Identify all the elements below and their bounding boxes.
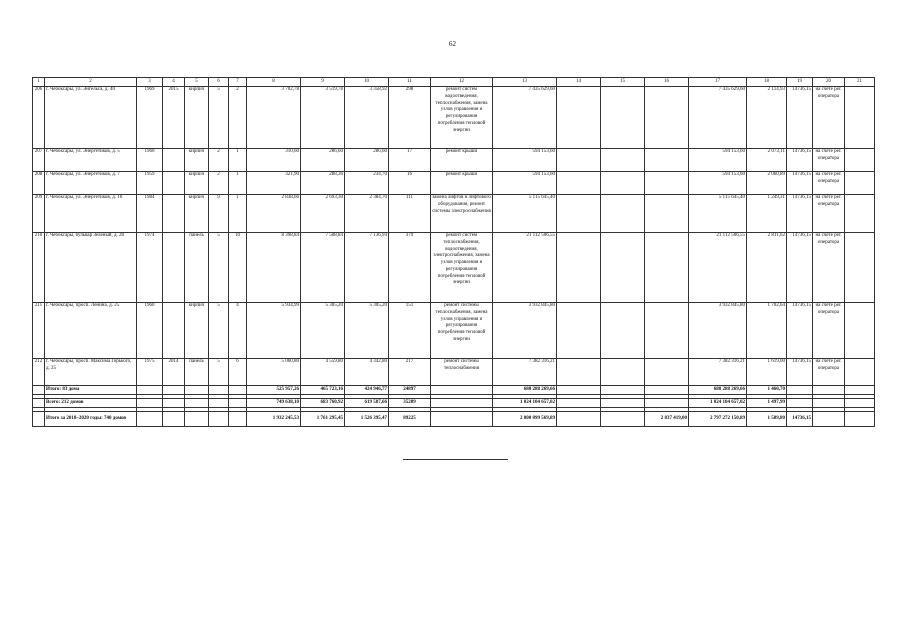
cell-c16	[645, 303, 689, 359]
empty-cell	[645, 399, 689, 408]
summary-unit-cost: 1 460,70	[747, 386, 787, 395]
column-number: 14	[557, 78, 601, 87]
cell-entrances: 1	[229, 172, 247, 195]
cell-limit: 14736,15	[787, 359, 813, 386]
cell-floors: 2	[209, 149, 229, 172]
cell-work: ремонт систем теплоснабжения, водоотведения, электроснабжения, замена узлов управления и регулирования потребления тепловой энергии	[431, 233, 493, 303]
empty-cell	[845, 412, 875, 427]
empty-cell	[601, 399, 645, 408]
column-number: 18	[747, 78, 787, 87]
cell-entrances: 1	[229, 149, 247, 172]
cell-method: на счете рег. оператора	[813, 233, 845, 303]
empty-cell	[787, 386, 813, 395]
column-number: 20	[813, 78, 845, 87]
table-row	[33, 359, 875, 386]
cell-area-total: 321,90	[247, 172, 301, 195]
cell-c21	[845, 233, 875, 303]
cell-limit: 14736,15	[787, 172, 813, 195]
cell-n: 212	[33, 359, 45, 386]
empty-cell	[431, 399, 493, 408]
cell-floors: 5	[209, 87, 229, 149]
cell-c15	[601, 149, 645, 172]
cell-n: 208	[33, 172, 45, 195]
cell-cost-total: 7 382 316,21	[493, 359, 557, 386]
cell-year-repair	[163, 195, 185, 233]
cell-area-residential: 4 559,80	[301, 359, 345, 386]
cell-cost-other: 3 932 845,80	[689, 303, 747, 359]
cell-floors: 2	[209, 172, 229, 195]
empty-cell	[33, 386, 45, 395]
cell-address: г. Чебоксары, ул. Энергетиков, д. 7	[45, 172, 137, 195]
summary-unit-cost: 1 589,80	[747, 412, 787, 427]
empty-cell	[33, 399, 45, 408]
summary-unit-cost: 1 497,99	[747, 399, 787, 408]
empty-cell	[813, 399, 845, 408]
cell-unit-cost: 2 114,93	[747, 87, 787, 149]
cell-address: г. Чебоксары, бульвар Зеленый, д. 28	[45, 233, 137, 303]
cell-material: кирпич	[185, 303, 209, 359]
cell-limit: 14736,15	[787, 87, 813, 149]
summary-cost-other: 1 024 104 657,02	[689, 399, 747, 408]
empty-cell	[185, 412, 209, 427]
empty-cell	[229, 386, 247, 395]
cell-limit: 14736,15	[787, 195, 813, 233]
cell-area-total: 3 702,78	[247, 87, 301, 149]
cell-c14	[557, 87, 601, 149]
cell-n: 209	[33, 195, 45, 233]
cell-year-built: 1974	[137, 233, 163, 303]
cell-c14	[557, 359, 601, 386]
cell-cost-total: 21 112 506,55	[493, 233, 557, 303]
empty-cell	[813, 386, 845, 395]
capital-repair-table	[32, 77, 875, 427]
column-number: 21	[845, 78, 875, 87]
summary-cost-other: 680 288 269,66	[689, 386, 747, 395]
empty-cell	[557, 399, 601, 408]
cell-c16	[645, 195, 689, 233]
empty-cell	[431, 412, 493, 427]
cell-address: г. Чебоксары, просп. Максима Горького, д. 25	[45, 359, 137, 386]
table-row	[33, 172, 875, 195]
empty-cell	[209, 386, 229, 395]
summary-residents: 35289	[389, 399, 431, 408]
cell-area-residential: 2 693,30	[301, 195, 345, 233]
cell-c14	[557, 233, 601, 303]
cell-method: на счете рег. оператора	[813, 359, 845, 386]
cell-c16	[645, 233, 689, 303]
cell-year-built: 1984	[137, 195, 163, 233]
cell-cost-other: 7 382 316,21	[689, 359, 747, 386]
empty-cell	[787, 399, 813, 408]
empty-cell	[163, 399, 185, 408]
cell-c21	[845, 149, 875, 172]
cell-area-total: 2 838,66	[247, 195, 301, 233]
cell-cost-total: 7 435 629,60	[493, 87, 557, 149]
cell-address: г. Чебоксары, ул. Энергетиков, д. 16	[45, 195, 137, 233]
summary-area-residential: 465 723,16	[301, 386, 345, 395]
table-row	[33, 149, 875, 172]
cell-limit: 14736,15	[787, 303, 813, 359]
summary-residents: 24897	[389, 386, 431, 395]
empty-cell	[645, 386, 689, 395]
cell-c14	[557, 303, 601, 359]
empty-cell	[813, 412, 845, 427]
summary-area-residential: 683 760,92	[301, 399, 345, 408]
column-number: 4	[163, 78, 185, 87]
page-number: 62	[449, 40, 456, 48]
cell-address: г. Чебоксары, ул. Энергетиков, д. 5	[45, 149, 137, 172]
column-number: 19	[787, 78, 813, 87]
cell-residents: 17	[389, 149, 431, 172]
cell-cost-other: 7 435 629,60	[689, 87, 747, 149]
cell-work: ремонт системы теплоснабжения	[431, 359, 493, 386]
summary-cost-total: 1 024 104 657,02	[493, 399, 557, 408]
summary-area-total: 525 957,26	[247, 386, 301, 395]
summary-area-living: 1 526 395,47	[345, 412, 389, 427]
cell-material: кирпич	[185, 172, 209, 195]
cell-cost-total: 3 932 845,80	[493, 303, 557, 359]
summary-cost-other: 2 797 272 150,89	[689, 412, 747, 427]
cell-limit: 14736,15	[787, 233, 813, 303]
cell-cost-other: 5 115 645,40	[689, 195, 747, 233]
column-number-row	[33, 78, 875, 87]
cell-residents: 16	[389, 172, 431, 195]
cell-entrances: 2	[229, 87, 247, 149]
summary-area-living: 424 946,77	[345, 386, 389, 395]
cell-unit-cost: 1 619,00	[747, 359, 787, 386]
cell-area-living: 234,70	[345, 172, 389, 195]
cell-entrances: 6	[229, 359, 247, 386]
cell-year-built: 1959	[137, 172, 163, 195]
column-number: 8	[247, 78, 301, 87]
cell-area-total: 5 060,80	[247, 359, 301, 386]
summary-area-total: 749 638,10	[247, 399, 301, 408]
cell-floors: 5	[209, 359, 229, 386]
empty-cell	[209, 412, 229, 427]
column-number: 3	[137, 78, 163, 87]
cell-year-built: 1975	[137, 359, 163, 386]
cell-area-residential: 286,60	[301, 149, 345, 172]
cell-year-repair	[163, 303, 185, 359]
cell-limit: 14736,15	[787, 149, 813, 172]
cell-work: ремонт системы теплоснабжения, замена узлов управления и регулирования потребления тепловой энергии	[431, 303, 493, 359]
cell-c15	[601, 172, 645, 195]
empty-cell	[185, 399, 209, 408]
cell-unit-cost: 1 249,31	[747, 195, 787, 233]
empty-cell	[601, 386, 645, 395]
cell-n: 206	[33, 87, 45, 149]
cell-cost-other: 21 112 506,55	[689, 233, 747, 303]
cell-c15	[601, 195, 645, 233]
cell-year-repair	[163, 233, 185, 303]
cell-year-repair: 2015	[163, 87, 185, 149]
empty-cell	[163, 412, 185, 427]
cell-cost-total: 5 115 645,40	[493, 195, 557, 233]
cell-residents: 151	[389, 303, 431, 359]
cell-residents: 379	[389, 233, 431, 303]
cell-c14	[557, 149, 601, 172]
cell-floors: 5	[209, 233, 229, 303]
empty-cell	[137, 412, 163, 427]
summary-area-residential: 1 761 295,45	[301, 412, 345, 427]
column-number: 11	[389, 78, 431, 87]
cell-c14	[557, 172, 601, 195]
grand-total-row	[33, 412, 875, 427]
summary-area-total: 1 932 245,53	[247, 412, 301, 427]
cell-residents: 298	[389, 87, 431, 149]
empty-cell	[229, 399, 247, 408]
column-number: 16	[645, 78, 689, 87]
cell-floors: 9	[209, 195, 229, 233]
empty-cell	[229, 412, 247, 427]
end-of-table-rule	[403, 459, 508, 460]
cell-area-residential: 288,36	[301, 172, 345, 195]
cell-area-residential: 5 305,20	[301, 303, 345, 359]
column-number: 10	[345, 78, 389, 87]
cell-method: на счете рег. оператора	[813, 172, 845, 195]
cell-year-repair: 2014	[163, 359, 185, 386]
cell-area-total: 5 934,99	[247, 303, 301, 359]
empty-cell	[557, 386, 601, 395]
table-row	[33, 233, 875, 303]
cell-year-built: 1960	[137, 303, 163, 359]
empty-cell	[137, 399, 163, 408]
cell-c15	[601, 359, 645, 386]
empty-cell	[163, 386, 185, 395]
cell-cost-other: 594 153,60	[689, 149, 747, 172]
cell-c16	[645, 172, 689, 195]
cell-year-built: 1960	[137, 149, 163, 172]
empty-cell	[601, 412, 645, 427]
column-number: 5	[185, 78, 209, 87]
cell-method: на счете рег. оператора	[813, 149, 845, 172]
cell-year-repair	[163, 149, 185, 172]
cell-unit-cost: 2 073,11	[747, 149, 787, 172]
column-number: 15	[601, 78, 645, 87]
cell-area-total: 310,60	[247, 149, 301, 172]
cell-work: ремонт крыши	[431, 172, 493, 195]
cell-c16	[645, 87, 689, 149]
cell-area-residential: 3 519,78	[301, 87, 345, 149]
cell-material: панель	[185, 359, 209, 386]
cell-area-living: 4 342,80	[345, 359, 389, 386]
cell-work: замена лифтов и лифтового оборудования, ремонт системы электроснабжения	[431, 195, 493, 233]
cell-cost-total: 594 153,60	[493, 172, 557, 195]
column-number: 2	[45, 78, 137, 87]
cell-method: на счете рег. оператора	[813, 87, 845, 149]
column-number: 17	[689, 78, 747, 87]
empty-cell	[431, 386, 493, 395]
cell-entrances: 10	[229, 233, 247, 303]
cell-cost-other: 594 153,60	[689, 172, 747, 195]
cell-address: г. Чебоксары, просп. Ленина, д. 25	[45, 303, 137, 359]
cell-method: на счете рег. оператора	[813, 195, 845, 233]
table-row	[33, 195, 875, 233]
cell-c15	[601, 303, 645, 359]
cell-year-built: 1969	[137, 87, 163, 149]
empty-cell	[557, 412, 601, 427]
cell-entrances: 4	[229, 303, 247, 359]
summary-c16: 2 837 419,00	[645, 412, 689, 427]
summary-residents: 89225	[389, 412, 431, 427]
empty-cell	[845, 399, 875, 408]
cell-area-living: 286,60	[345, 149, 389, 172]
cell-c15	[601, 87, 645, 149]
cell-c16	[645, 359, 689, 386]
cell-residents: 111	[389, 195, 431, 233]
cell-n: 207	[33, 149, 45, 172]
cell-c21	[845, 303, 875, 359]
cell-year-repair	[163, 172, 185, 195]
column-number: 13	[493, 78, 557, 87]
cell-material: кирпич	[185, 149, 209, 172]
cell-unit-cost: 1 702,64	[747, 303, 787, 359]
summary-limit: 14736,15	[787, 412, 813, 427]
cell-c21	[845, 195, 875, 233]
cell-unit-cost: 2 060,89	[747, 172, 787, 195]
cell-c21	[845, 87, 875, 149]
empty-cell	[137, 386, 163, 395]
cell-material: панель	[185, 233, 209, 303]
cell-c16	[645, 149, 689, 172]
cell-cost-total: 594 153,60	[493, 149, 557, 172]
summary-label: Итого за 2018–2020 годы: 740 домов	[45, 412, 137, 427]
table-row	[33, 303, 875, 359]
cell-n: 211	[33, 303, 45, 359]
cell-area-living: 7 136,94	[345, 233, 389, 303]
cell-c21	[845, 359, 875, 386]
column-number: 12	[431, 78, 493, 87]
cell-entrances: 1	[229, 195, 247, 233]
cell-area-residential: 7 508,84	[301, 233, 345, 303]
cell-c14	[557, 195, 601, 233]
column-number: 1	[33, 78, 45, 87]
cell-area-living: 3 358,92	[345, 87, 389, 149]
total-212-row	[33, 399, 875, 408]
empty-cell	[209, 399, 229, 408]
column-number: 7	[229, 78, 247, 87]
cell-n: 210	[33, 233, 45, 303]
empty-cell	[33, 412, 45, 427]
cell-material: кирпич	[185, 87, 209, 149]
summary-area-living: 619 587,66	[345, 399, 389, 408]
cell-unit-cost: 2 811,62	[747, 233, 787, 303]
summary-label: Итого: 83 дома	[45, 386, 137, 395]
subtotal-row	[33, 386, 875, 395]
empty-cell	[845, 386, 875, 395]
summary-label: Всего: 212 домов	[45, 399, 137, 408]
empty-cell	[185, 386, 209, 395]
cell-area-living: 2 384,70	[345, 195, 389, 233]
cell-method: на счете рег. оператора	[813, 303, 845, 359]
cell-residents: 217	[389, 359, 431, 386]
cell-c15	[601, 233, 645, 303]
column-number: 9	[301, 78, 345, 87]
cell-area-living: 5 305,20	[345, 303, 389, 359]
column-number: 6	[209, 78, 229, 87]
cell-floors: 5	[209, 303, 229, 359]
cell-work: ремонт крыши	[431, 149, 493, 172]
summary-cost-total: 2 800 099 569,89	[493, 412, 557, 427]
cell-area-total: 8 398,84	[247, 233, 301, 303]
cell-work: ремонт систем водоотведения, теплоснабжения, замена узлов управления и регулирования потребления тепловой энергии	[431, 87, 493, 149]
cell-c21	[845, 172, 875, 195]
cell-material: кирпич	[185, 195, 209, 233]
table-row	[33, 87, 875, 149]
summary-cost-total: 680 288 269,66	[493, 386, 557, 395]
cell-address: г. Чебоксары, ул. Энгельса, д. 40	[45, 87, 137, 149]
